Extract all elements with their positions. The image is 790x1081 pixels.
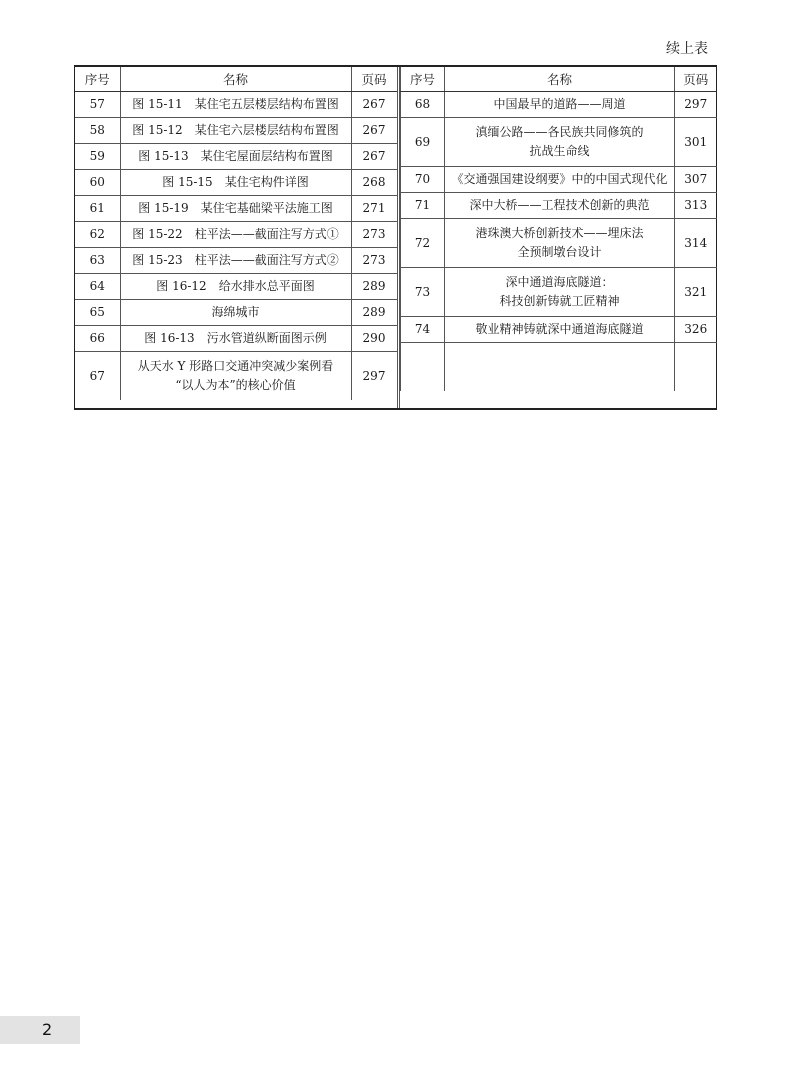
- table-row: [75, 92, 397, 118]
- row-title: 深中大桥——工程技术创新的典范: [445, 193, 675, 219]
- table-row-empty: [401, 343, 717, 392]
- row-title: 中国最早的道路——周道: [445, 92, 675, 118]
- page-number: 2: [42, 1020, 53, 1039]
- row-title: 图 15-12 某住宅六层楼层结构布置图: [120, 118, 351, 144]
- header-name: 名称: [120, 67, 351, 92]
- row-no: 64: [75, 274, 120, 300]
- table-row: [75, 144, 397, 170]
- row-page: [675, 343, 717, 392]
- header-row: [75, 67, 397, 92]
- row-title: 图 15-22 柱平法——截面注写方式①: [120, 222, 351, 248]
- row-page: 273: [351, 248, 397, 274]
- row-page: 268: [351, 170, 397, 196]
- row-title-line-1: 滇缅公路——各民族共同修筑的: [475, 125, 644, 139]
- row-no: 61: [75, 196, 120, 222]
- row-title: 敬业精神铸就深中通道海底隧道: [445, 317, 675, 343]
- row-page: 314: [675, 219, 717, 268]
- row-page: 273: [351, 222, 397, 248]
- row-page: 301: [675, 118, 717, 167]
- row-title: [445, 118, 675, 167]
- table-row: [401, 167, 717, 193]
- index-table-right: [400, 67, 717, 391]
- table-row: [75, 352, 397, 401]
- row-page: 289: [351, 274, 397, 300]
- table-row: [401, 219, 717, 268]
- row-no: 60: [75, 170, 120, 196]
- table-row: [401, 268, 717, 317]
- table-row: [75, 196, 397, 222]
- header-page: 页码: [675, 67, 717, 92]
- row-page: 326: [675, 317, 717, 343]
- row-title-line-2: 科技创新铸就工匠精神: [499, 294, 620, 308]
- row-page: 313: [675, 193, 717, 219]
- table-row: [401, 118, 717, 167]
- row-page: 267: [351, 92, 397, 118]
- row-title-line-2: 抗战生命线: [529, 144, 590, 158]
- header-page: 页码: [351, 67, 397, 92]
- table-row: [401, 193, 717, 219]
- row-page: 307: [675, 167, 717, 193]
- header-no: 序号: [401, 67, 445, 92]
- figure-index-table: [74, 65, 717, 410]
- row-title-line-2: “以人为本”的核心价值: [175, 378, 296, 392]
- table-row: [401, 92, 717, 118]
- row-title: 《交通强国建设纲要》中的中国式现代化: [445, 167, 675, 193]
- row-title: 图 15-23 柱平法——截面注写方式②: [120, 248, 351, 274]
- table-row: [401, 317, 717, 343]
- row-no: 66: [75, 326, 120, 352]
- table-row: [75, 326, 397, 352]
- row-no: 69: [401, 118, 445, 167]
- table-row: [75, 118, 397, 144]
- row-no: 65: [75, 300, 120, 326]
- row-page: 290: [351, 326, 397, 352]
- row-no: 70: [401, 167, 445, 193]
- row-title-line-2: 全预制墩台设计: [517, 245, 602, 259]
- header-row: [401, 67, 717, 92]
- row-page: 297: [675, 92, 717, 118]
- row-title: 图 15-13 某住宅屋面层结构布置图: [120, 144, 351, 170]
- row-no: 68: [401, 92, 445, 118]
- page-number-tab: [0, 1016, 80, 1044]
- row-title-line-1: 深中通道海底隧道：: [505, 275, 614, 289]
- row-no: [401, 343, 445, 392]
- row-title-line-1: 港珠澳大桥创新技术——埋床法: [475, 226, 644, 240]
- row-no: 67: [75, 352, 120, 401]
- row-no: 71: [401, 193, 445, 219]
- row-title: 图 16-12 给水排水总平面图: [120, 274, 351, 300]
- header-no: 序号: [75, 67, 120, 92]
- row-page: 267: [351, 118, 397, 144]
- row-title: [445, 268, 675, 317]
- row-no: 74: [401, 317, 445, 343]
- row-title: 图 16-13 污水管道纵断面图示例: [120, 326, 351, 352]
- row-no: 63: [75, 248, 120, 274]
- row-title-line-1: 从天水 Y 形路口交通冲突减少案例看: [137, 359, 334, 373]
- row-page: 271: [351, 196, 397, 222]
- row-title: [120, 352, 351, 401]
- row-page: 289: [351, 300, 397, 326]
- table-row: [75, 300, 397, 326]
- row-page: 297: [351, 352, 397, 401]
- row-title: [445, 219, 675, 268]
- row-title: 图 15-11 某住宅五层楼层结构布置图: [120, 92, 351, 118]
- continued-table-label: 续上表: [666, 41, 708, 57]
- table-row: [75, 248, 397, 274]
- row-no: 59: [75, 144, 120, 170]
- header-name: 名称: [445, 67, 675, 92]
- row-no: 62: [75, 222, 120, 248]
- row-no: 73: [401, 268, 445, 317]
- row-title: 海绵城市: [120, 300, 351, 326]
- row-no: 57: [75, 92, 120, 118]
- row-no: 72: [401, 219, 445, 268]
- row-page: 267: [351, 144, 397, 170]
- table-row: [75, 170, 397, 196]
- row-page: 321: [675, 268, 717, 317]
- row-title: 图 15-19 某住宅基础梁平法施工图: [120, 196, 351, 222]
- row-title: 图 15-15 某住宅构件详图: [120, 170, 351, 196]
- row-no: 58: [75, 118, 120, 144]
- row-title: [445, 343, 675, 392]
- table-row: [75, 222, 397, 248]
- index-table-left: [75, 67, 398, 400]
- table-row: [75, 274, 397, 300]
